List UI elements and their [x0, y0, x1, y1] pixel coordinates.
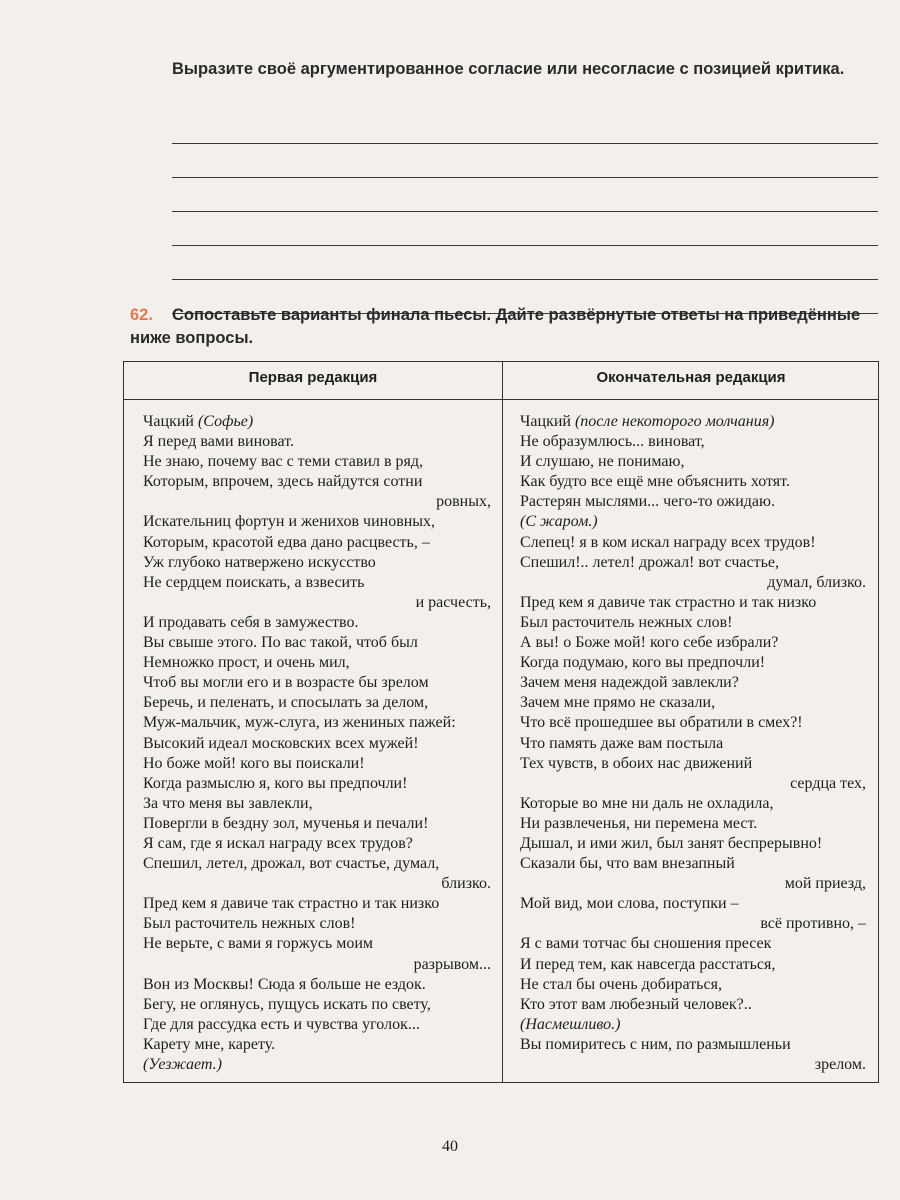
verse-line: Слепец! я в ком искал награду всех трудов!	[520, 533, 816, 551]
verse-line: Не сердцем поискать, а взвесить	[143, 573, 365, 591]
answer-line[interactable]	[172, 144, 878, 178]
verse-line: Был расточитель нежных слов!	[520, 613, 733, 631]
verse-line: Спешил, летел, дрожал, вот счастье, думал,	[143, 855, 440, 873]
answer-lines[interactable]	[172, 110, 878, 314]
verse-line: Не знаю, почему вас с теми ставил в ряд,	[143, 453, 423, 471]
verse-line: И слушаю, не понимаю,	[520, 453, 685, 471]
verse-line: Я перед вами виноват.	[143, 433, 294, 451]
verse-line: Высокий идеал московских всех мужей!	[143, 734, 419, 752]
verse-line: Как будто все ещё мне объяснить хотят.	[520, 473, 790, 491]
verse-line: Пред кем я давиче так страстно и так низко	[520, 593, 817, 611]
critic-position-instruction: Выразите своё аргументированное согласие или несогласие с позицией критика.	[172, 60, 845, 78]
first-edition-text	[143, 412, 491, 1075]
verse-line: близко.	[441, 875, 491, 893]
comparison-table	[123, 361, 879, 1083]
verse-line: И продавать себя в замужество.	[143, 613, 359, 631]
verse-line: Вон из Москвы! Сюда я больше не ездок.	[143, 975, 426, 993]
verse-line: Муж-мальчик, муж-слуга, из жениных пажей:	[143, 714, 456, 732]
verse-line: За что меня вы завлекли,	[143, 794, 313, 812]
verse-line: Зачем меня надеждой завлекли?	[520, 674, 739, 692]
verse-line: Не верьте, с вами я горжусь моим	[143, 935, 374, 953]
verse-line: Карету мне, карету.	[143, 1035, 276, 1053]
stage-direction: (С жаром.)	[520, 513, 598, 531]
verse-line: Повергли в бездну зол, мученья и печали!	[143, 814, 429, 832]
speaker-name: Чацкий	[520, 413, 571, 430]
stage-direction: (Насмешливо.)	[520, 1015, 621, 1033]
verse-line: Когда подумаю, кого вы предпочли!	[520, 654, 766, 672]
verse-line: ровных,	[436, 493, 491, 511]
verse-line: Которым, красотой едва дано расцвесть, –	[143, 533, 430, 551]
verse-line: Я сам, где я искал награду всех трудов?	[143, 834, 413, 852]
verse-line: сердца тех,	[790, 774, 866, 792]
final-edition-header: Окончательная редакция	[596, 369, 786, 386]
answer-line[interactable]	[172, 110, 878, 144]
header-rule	[124, 399, 878, 400]
verse-line: Кто этот вам любезный человек?..	[520, 995, 752, 1013]
task-text: Сопоставьте варианты финала пьесы. Дайте развёрнутые ответы на приведённые ниже вопросы.	[130, 306, 861, 347]
task-number: 62.	[130, 306, 153, 324]
verse-line: Мой вид, мои слова, поступки –	[520, 895, 739, 913]
verse-line: Которым, впрочем, здесь найдутся сотни	[143, 473, 423, 491]
answer-line[interactable]	[172, 212, 878, 246]
verse-line: Беречь, и пеленать, и спосылать за делом,	[143, 694, 429, 712]
verse-line: Дышал, и ими жил, был занят беспрерывно!	[520, 834, 823, 852]
verse-line: мой приезд,	[784, 875, 866, 893]
verse-line: И перед тем, как навсегда расстаться,	[520, 955, 776, 973]
verse-line: Зачем мне прямо не сказали,	[520, 694, 716, 712]
first-edition-header: Первая редакция	[248, 369, 378, 386]
page-number: 40	[442, 1138, 458, 1155]
verse-line: Что всё прошедшее вы обратили в смех?!	[520, 714, 803, 732]
verse-line: всё противно, –	[760, 915, 866, 933]
stage-direction: (после некоторого молчания)	[574, 413, 775, 430]
answer-line[interactable]	[172, 178, 878, 212]
verse-line: Немножко прост, и очень мил,	[143, 654, 350, 672]
verse-line: Не стал бы очень добираться,	[520, 975, 722, 993]
verse-line: Был расточитель нежных слов!	[143, 915, 356, 933]
verse-line: Тех чувств, в обоих нас движений	[520, 754, 753, 772]
verse-line: Сказали бы, что вам внезапный	[520, 855, 735, 873]
speaker-name: Чацкий	[143, 413, 194, 430]
stage-direction: (Уезжает.)	[143, 1056, 222, 1073]
verse-line: и расчесть,	[415, 593, 491, 611]
speaker-line	[520, 412, 866, 432]
verse-line: Искательниц фортун и женихов чиновных,	[143, 513, 436, 531]
verse-line: Спешил!.. летел! дрожал! вот счастье,	[520, 553, 780, 571]
verse-line: Растерян мыслями... чего-то ожидаю.	[520, 493, 775, 511]
verse-line: Когда размыслю я, кого вы предпочли!	[143, 774, 408, 792]
verse-line: Бегу, не оглянусь, пущусь искать по свету,	[143, 995, 431, 1013]
verse-line: Чтоб вы могли его и в возрасте бы зрелом	[143, 674, 429, 692]
verse-line: зрелом.	[814, 1056, 866, 1073]
verse-line: Вы помиритесь с ним, по размышленьи	[520, 1035, 791, 1053]
verse-line: Вы свыше этого. По вас такой, чтоб был	[143, 634, 418, 652]
verse-line: Что память даже вам постыла	[520, 734, 724, 752]
task-62	[130, 304, 882, 350]
verse-line: Уж глубоко натвержено искусство	[143, 553, 376, 571]
verse-line: Которые во мне ни даль не охладила,	[520, 794, 774, 812]
verse-line: Не образумлюсь... виноват,	[520, 433, 705, 451]
stage-direction: (Софье)	[197, 413, 254, 430]
verse-line: Пред кем я давиче так страстно и так низко	[143, 895, 440, 913]
verse-line: думал, близко.	[767, 573, 866, 591]
verse-line: Где для рассудка есть и чувства уголок...	[143, 1015, 420, 1033]
answer-line[interactable]	[172, 246, 878, 280]
verse-line: Ни развлеченья, ни перемена мест.	[520, 814, 758, 832]
verse-line: А вы! о Боже мой! кого себе избрали?	[520, 634, 779, 652]
verse-line: разрывом...	[413, 955, 491, 973]
verse-line: Я с вами тотчас бы сношения пресек	[520, 935, 772, 953]
column-divider	[502, 362, 503, 1082]
speaker-line	[143, 412, 491, 432]
verse-line: Но боже мой! кого вы поискали!	[143, 754, 365, 772]
final-edition-text	[520, 412, 866, 1075]
